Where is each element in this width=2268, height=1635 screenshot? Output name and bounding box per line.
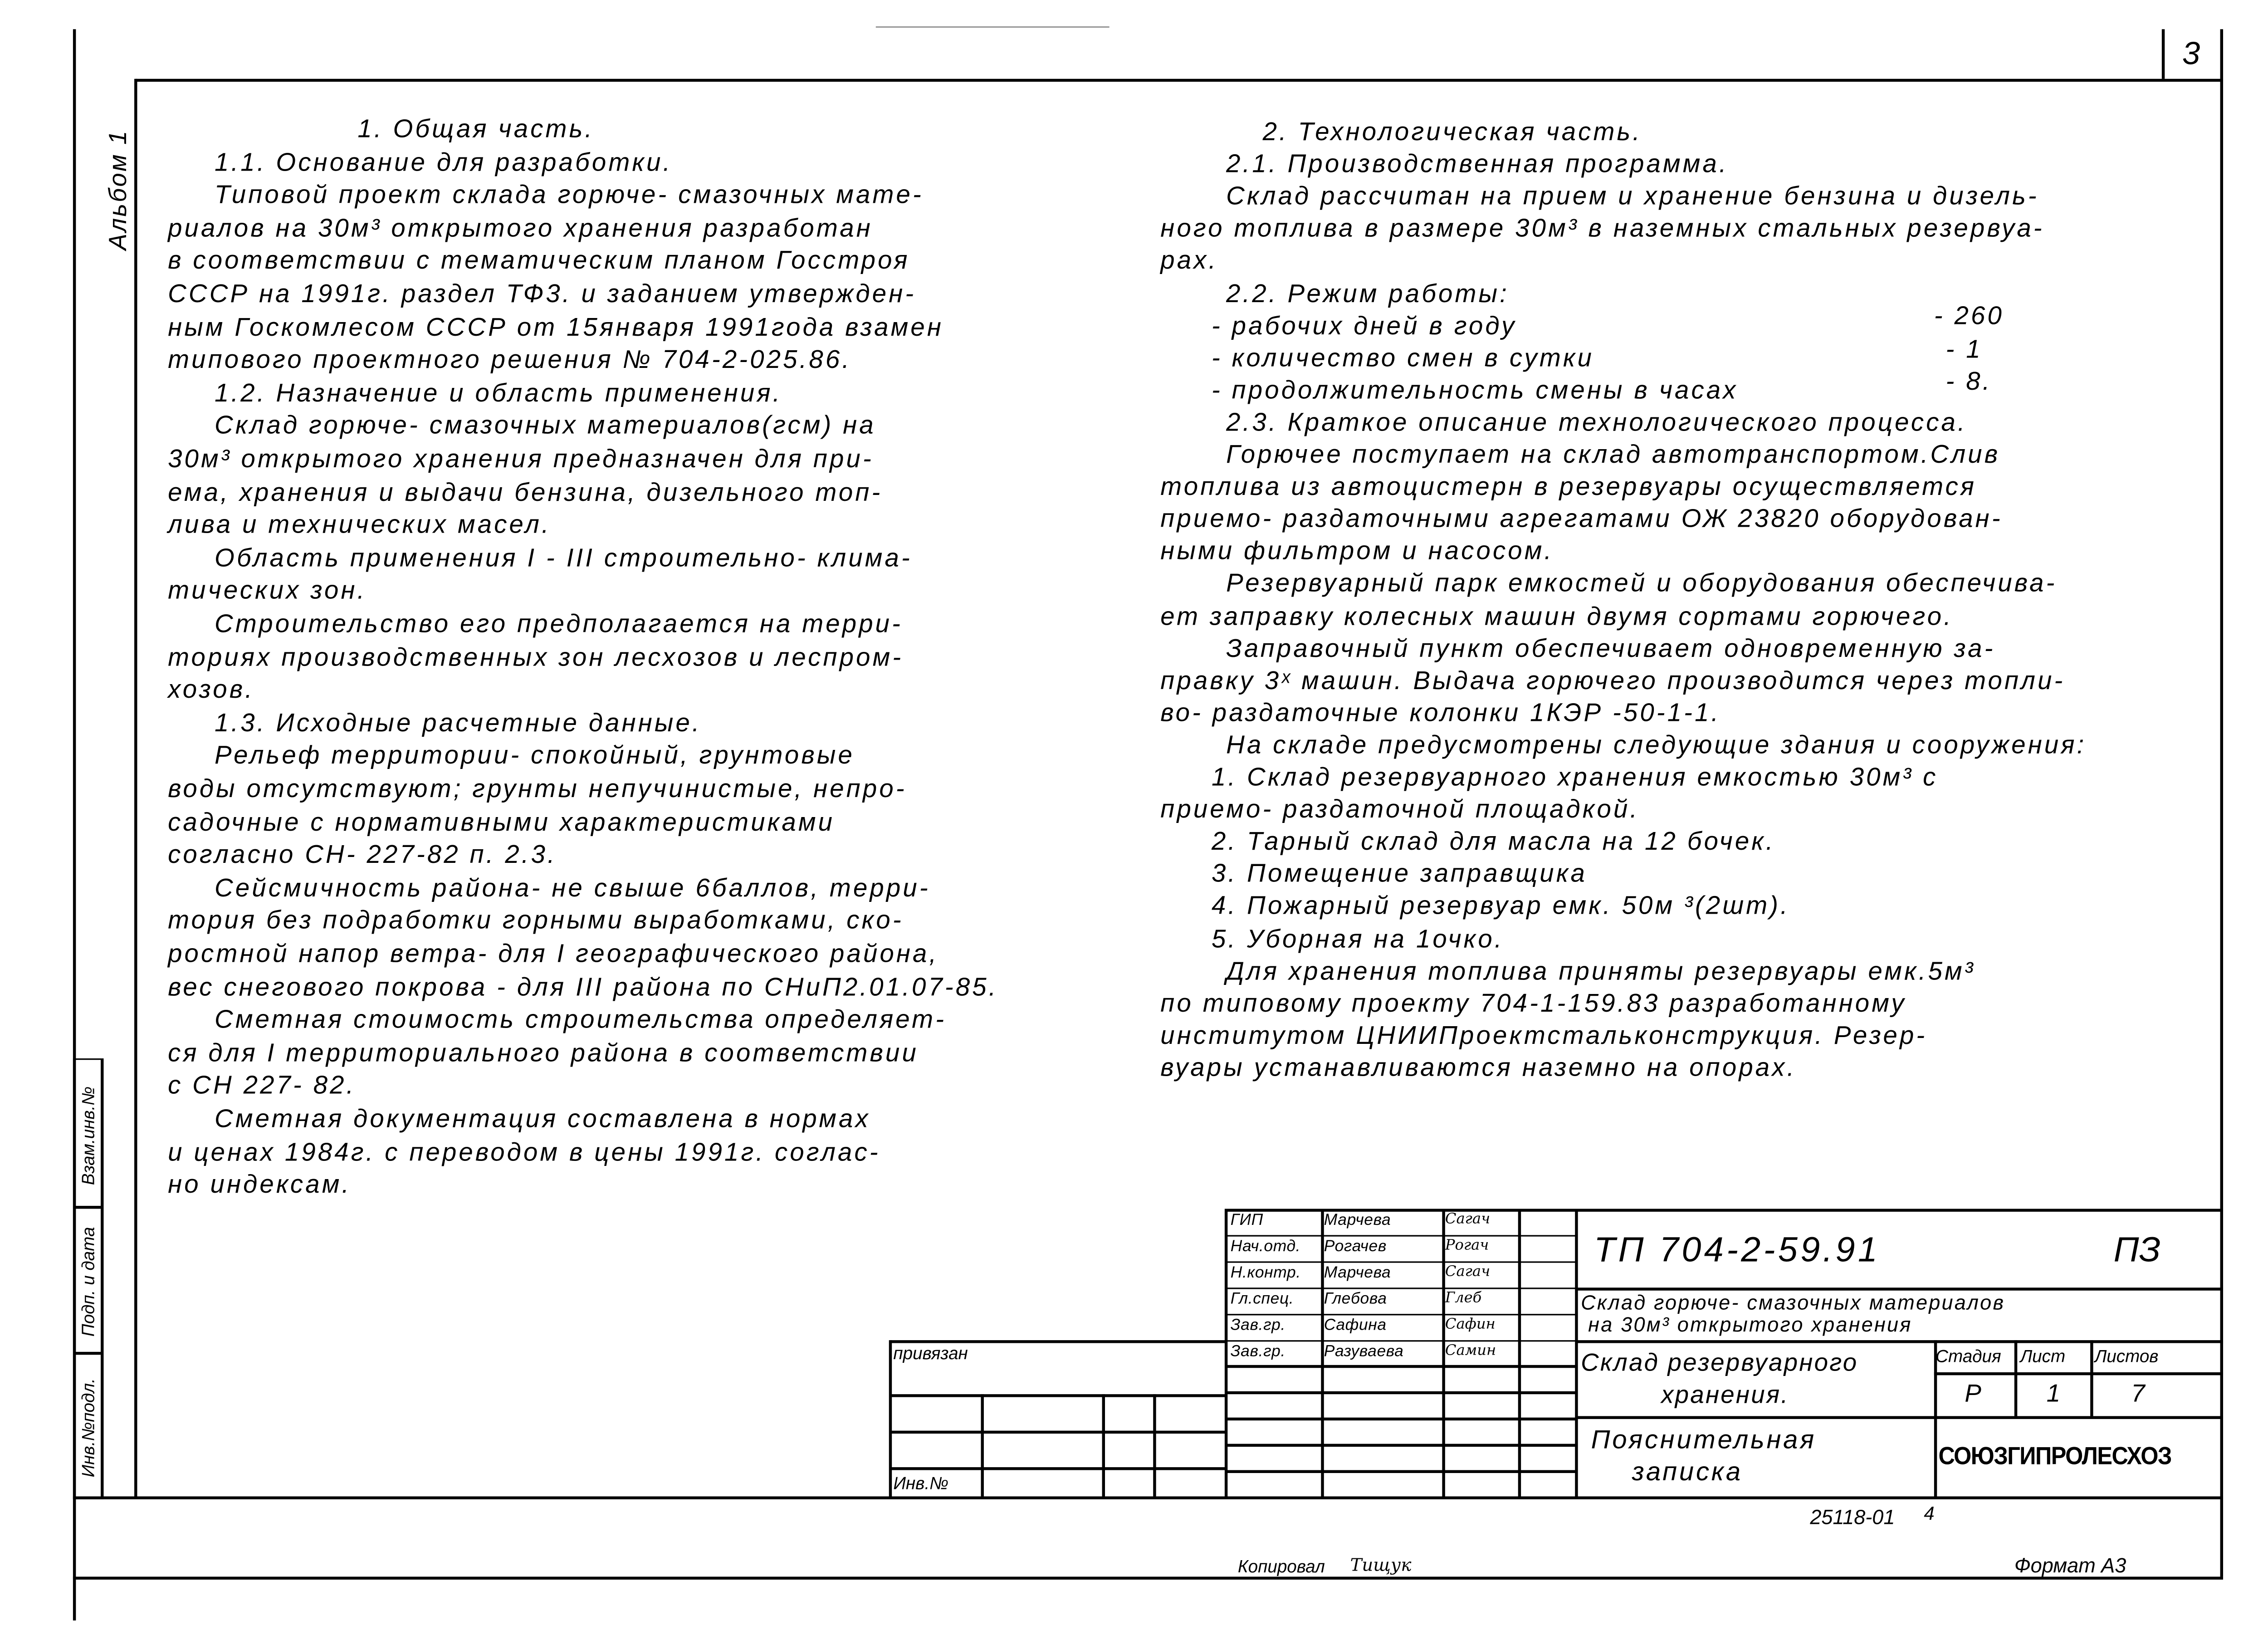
frame-right: [2220, 29, 2223, 1576]
general-text-line: хозов.: [168, 675, 255, 704]
technology-text-line: Склад рассчитан на прием и хранение бензина и дизель-: [1226, 181, 2039, 210]
document-type: ПЗ: [2113, 1230, 2161, 1270]
technology-text-line: институтом ЦНИИПроектстальконструкция. Резер-: [1160, 1020, 1927, 1050]
work-days-value: - 260: [1934, 300, 2004, 330]
signature-role: Зав.гр.: [1230, 1316, 1286, 1334]
technology-text-line: 2.3. Краткое описание технологического процесса.: [1226, 407, 1967, 436]
general-text-line: и ценах 1984г. с переводом в цены 1991г. соглас-: [168, 1136, 880, 1166]
order-number: 25118-01: [1810, 1505, 1895, 1529]
object-name-line-1: Склад горюче- смазочных материалов: [1581, 1290, 2005, 1314]
general-text-line: тория без подработки горными выработками, ско-: [168, 906, 904, 935]
technology-text-line: Для хранения топлива приняты резервуары емк.5м³: [1226, 955, 1975, 985]
general-text-line: 30м³ открытого хранения предназначен для при-: [168, 444, 874, 473]
general-text-line: с СН 227- 82.: [168, 1071, 356, 1100]
general-text-line: но индексам.: [168, 1170, 352, 1199]
document-name-line-1: Пояснительная: [1591, 1425, 1816, 1454]
stage-header: Стадия: [1936, 1346, 2001, 1367]
general-text-line: Типовой проект склада горюче- смазочных мате-: [215, 180, 924, 209]
general-text-line: ным Госкомлесом СССР от 15января 1991года взамен: [168, 312, 944, 341]
technology-text-line: по типовому проекту 704-1-159.83 разработанному: [1160, 988, 1906, 1017]
technology-text-line: - продолжительность смены в часах: [1211, 375, 1738, 404]
technology-text-line: 1. Склад резервуарного хранения емкостью 30м³ с: [1211, 762, 1938, 792]
technology-text-line: 3. Помещение заправщика: [1211, 859, 1587, 888]
general-text-line: лива и технических масел.: [168, 509, 551, 539]
top-trim-line: [876, 26, 1110, 28]
general-text-line: Область применения I - III строительно- клима-: [215, 543, 912, 572]
signature-mark: Самин: [1445, 1342, 1496, 1359]
general-text-line: Склад горюче- смазочных материалов(гсм) на: [215, 411, 876, 440]
general-text-line: вес снегового покрова - для III района по СНиП2.01.07-85.: [168, 971, 998, 1001]
signature-name: Глебова: [1324, 1290, 1387, 1308]
technology-text-line: 4. Пожарный резервуар емк. 50м ³(2шт).: [1211, 891, 1790, 920]
general-text-line: ема, хранения и выдачи бензина, дизельного топ-: [168, 476, 883, 506]
sheet-number-box: [2162, 29, 2223, 78]
general-text-line: ториях производственных зон лесхозов и леспром-: [168, 641, 904, 671]
signature-role: Н.контр.: [1230, 1264, 1301, 1282]
technology-text-line: топлива из автоцистерн в резервуары осуществляется: [1160, 471, 1977, 501]
frame-bottom: [73, 1496, 2223, 1499]
signature-mark: Глеб: [1445, 1290, 1482, 1307]
general-text-line: Рельеф территории- спокойный, грунтовые: [215, 740, 855, 770]
signature-role: ГИП: [1230, 1211, 1263, 1229]
stamp-sign-date: Подп. и дата: [78, 1227, 99, 1337]
technology-text-line: приемо- раздаточной площадкой.: [1160, 794, 1640, 824]
signature-name: Сафина: [1324, 1316, 1387, 1334]
general-text-line: 1.2. Назначение и область применения.: [215, 377, 782, 407]
signature-role: Гл.спец.: [1230, 1290, 1294, 1308]
technology-text-line: приемо- раздаточными агрегатами ОЖ 23820 оборудован-: [1160, 504, 2003, 534]
frame-left: [134, 79, 137, 1498]
technology-text-line: Горючее поступает на склад автотранспортом.Слив: [1226, 439, 2000, 469]
signature-name: Марчева: [1324, 1211, 1391, 1229]
order-suffix: 4: [1924, 1502, 1935, 1524]
general-text-line: Сметная стоимость строительства определяет-: [215, 1004, 947, 1034]
general-text-line: СССР на 1991г. раздел ТФ3. и заданием утвержден-: [168, 279, 916, 308]
stamp-replaced-inv: Взам.инв.№: [78, 1086, 99, 1185]
technology-text-line: 5. Уборная на 1очко.: [1211, 923, 1504, 953]
organization-name: СОЮЗГИПРОЛЕСХОЗ: [1938, 1442, 2171, 1470]
technology-text-line: правку 3ˣ машин. Выдача горючего производится через топли-: [1160, 665, 2065, 695]
technology-text-line: - рабочих дней в году: [1211, 310, 1517, 340]
sheet-number: 3: [2182, 35, 2200, 72]
technology-text-line: 2.2. Режим работы:: [1226, 278, 1509, 308]
technology-text-line: - количество смен в сутки: [1211, 343, 1594, 372]
technology-text-line: вуары устанавливаются наземно на опорах.: [1160, 1052, 1797, 1082]
shift-hours-value: - 8.: [1945, 366, 1992, 396]
general-text-line: 1.1. Основание для разработки.: [215, 147, 673, 176]
general-text-line: садочные с нормативными характеристиками: [168, 807, 835, 836]
signature-mark: Сагач: [1445, 1211, 1491, 1228]
sheet-header: Лист: [2020, 1346, 2066, 1367]
signature-name: Рогачев: [1324, 1238, 1387, 1256]
stage-value: Р: [1965, 1380, 1981, 1408]
general-text-line: 1. Общая часть.: [357, 114, 595, 143]
left-stamp: [73, 1058, 104, 1499]
technology-text-line: рах.: [1160, 245, 1218, 275]
sheet-value: 1: [2046, 1380, 2061, 1408]
stamp-inv-original: Инв.№подл.: [78, 1378, 99, 1478]
technology-text-line: во- раздаточные колонки 1КЭР -50-1-1.: [1160, 697, 1721, 727]
technology-text-line: Заправочный пункт обеспечивает одновременную за-: [1226, 633, 1995, 662]
document-name-line-2: записка: [1632, 1457, 1743, 1486]
frame-top: [136, 79, 2223, 82]
signature-name: Марчева: [1324, 1264, 1391, 1282]
shifts-value: - 1: [1945, 334, 1983, 364]
bound-label: привязан: [893, 1343, 968, 1364]
general-text-line: Сметная документация составлена в нормах: [215, 1103, 870, 1133]
technology-text-line: ет заправку колесных машин двумя сортами горючего.: [1160, 601, 1954, 630]
format-label: Формат А3: [2014, 1553, 2126, 1577]
general-text-line: типового проектного решения № 704-2-025.86.: [168, 345, 852, 374]
signature-name: Разуваева: [1324, 1342, 1404, 1360]
general-text-line: 1.3. Исходные расчетные данные.: [215, 708, 702, 737]
technology-text-line: На складе предусмотрены следующие здания и сооружения:: [1226, 729, 2087, 759]
technology-text-line: 2. Технологическая часть.: [1262, 117, 1642, 146]
general-text-line: воды отсутствуют; грунты непучинистые, непро-: [168, 773, 907, 803]
copied-by-label: Копировал: [1237, 1556, 1325, 1577]
drawing-title-line-2: хранения.: [1661, 1381, 1789, 1409]
general-text-line: тических зон.: [168, 576, 367, 605]
signature-role: Зав.гр.: [1230, 1342, 1286, 1360]
album-label: Альбом 1: [104, 129, 132, 250]
copied-by-signature: Тищук: [1350, 1555, 1412, 1576]
general-text-line: Сейсмичность района- не свыше 6баллов, терри-: [215, 872, 930, 902]
document-code: ТП 704-2-59.91: [1594, 1230, 1881, 1270]
technology-text-line: ными фильтром и насосом.: [1160, 536, 1554, 566]
technology-text-line: Резервуарный парк емкостей и оборудования обеспечива-: [1226, 568, 2057, 598]
general-text-line: в соответствии с тематическим планом Госстроя: [168, 245, 910, 275]
general-text-line: риалов на 30м³ открытого хранения разработан: [168, 213, 873, 242]
inventory-number-label: Инв.№: [893, 1473, 948, 1494]
general-text-line: ростной напор ветра- для I географического района,: [168, 939, 939, 968]
bottom-trim-line: [73, 1576, 2223, 1579]
signature-role: Нач.отд.: [1230, 1238, 1301, 1256]
signature-mark: Рогач: [1445, 1238, 1489, 1254]
sheets-header: Листов: [2094, 1346, 2159, 1367]
technology-text-line: ного топлива в размере 30м³ в наземных стальных резервуа-: [1160, 213, 2044, 243]
signature-mark: Сафин: [1445, 1316, 1496, 1332]
sheets-value: 7: [2131, 1380, 2145, 1408]
general-text-line: согласно СН- 227-82 п. 2.3.: [168, 839, 557, 869]
general-text-line: Строительство его предполагается на терри-: [215, 608, 903, 638]
technology-text-line: 2.1. Производственная программа.: [1226, 149, 1729, 178]
technology-text-line: 2. Тарный склад для масла на 12 бочек.: [1211, 826, 1775, 856]
general-text-line: ся для I территориального района в соответствии: [168, 1038, 919, 1067]
object-name-line-2: на 30м³ открытого хранения: [1588, 1312, 1912, 1336]
signature-mark: Сагач: [1445, 1264, 1491, 1280]
drawing-title-line-1: Склад резервуарного: [1581, 1349, 1858, 1377]
